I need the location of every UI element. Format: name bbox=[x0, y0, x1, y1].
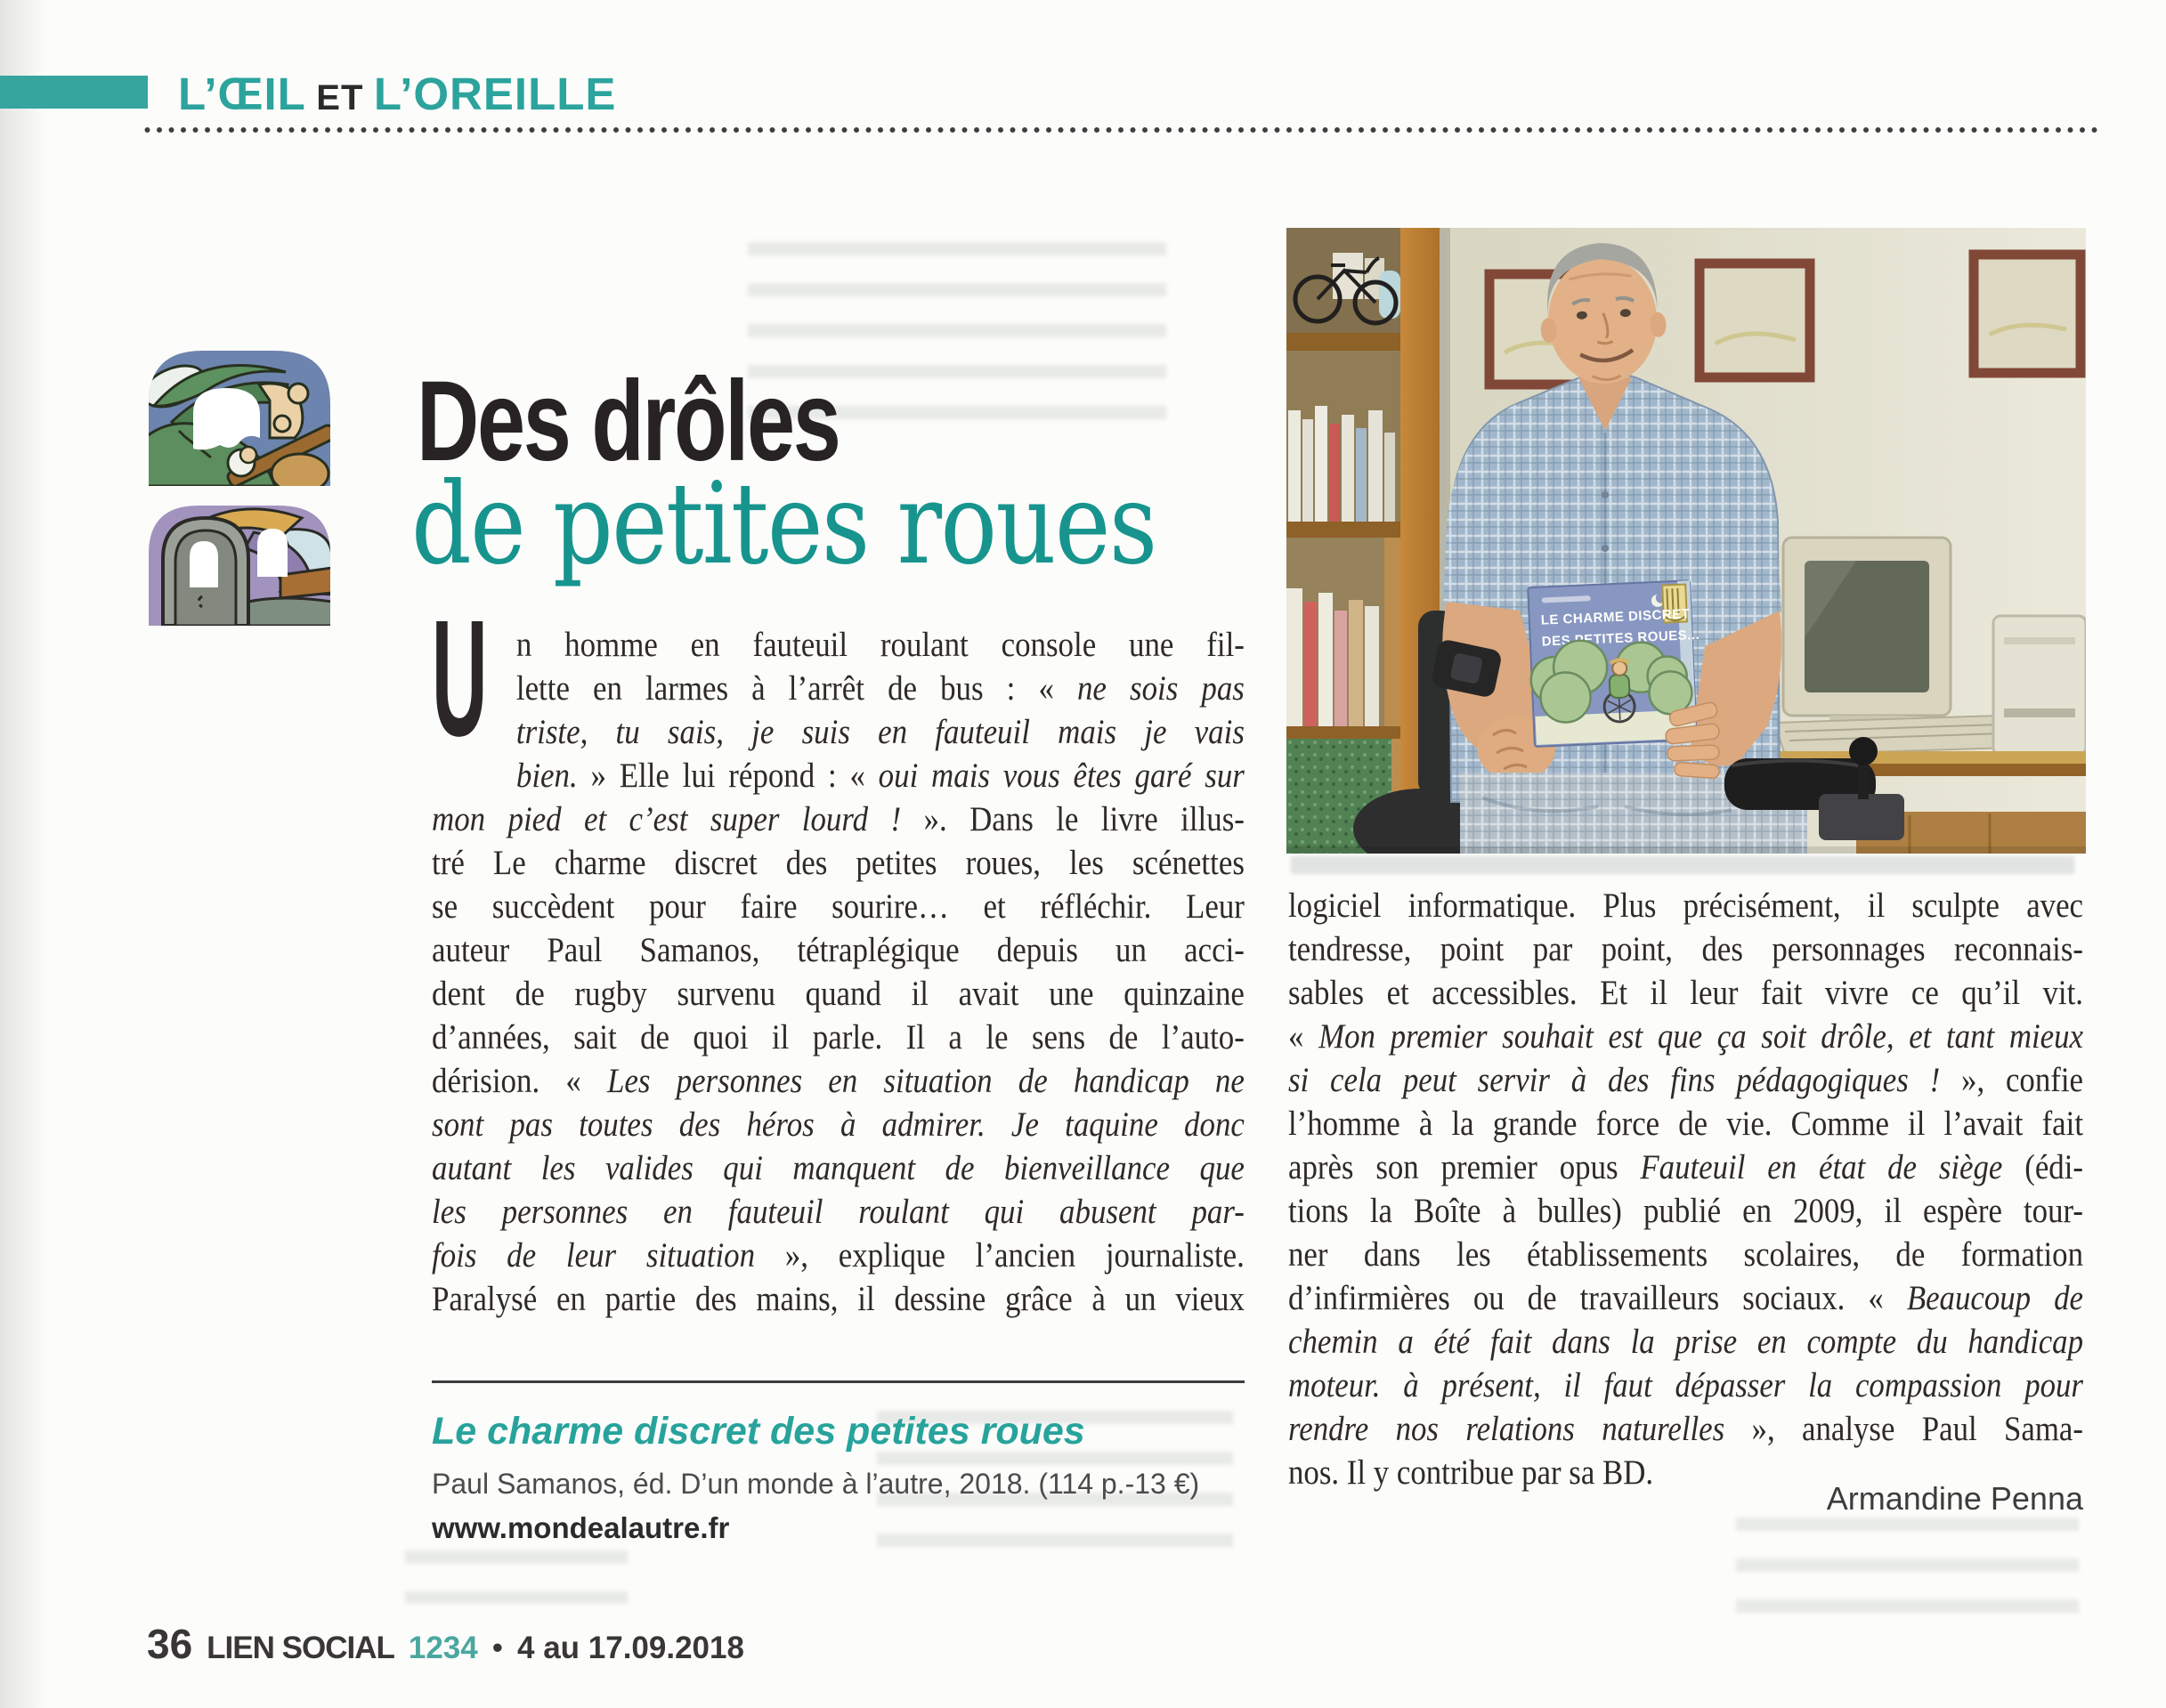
bleed-through-ghost bbox=[405, 1550, 628, 1604]
article-right-lines bbox=[1288, 884, 2083, 1494]
body-line: Paralysé en partie des mains, il dessine grâce à un vieux bbox=[432, 1280, 1245, 1318]
scan-edge-shadow bbox=[0, 0, 46, 1708]
magazine-name: LIEN SOCIAL bbox=[207, 1631, 394, 1665]
article-column-right bbox=[1288, 884, 2083, 1494]
dotted-rule bbox=[144, 126, 2103, 134]
body-line: sont pas toutes des héros à admirer. Je taquine donc bbox=[432, 1105, 1245, 1144]
bleed-through-ghost bbox=[1291, 856, 2074, 874]
book-details: Paul Samanos, éd. D’un monde à l’autre, 2018. (114 p.-13 €) bbox=[432, 1468, 1200, 1500]
body-line: nos. Il y contribue par sa BD. bbox=[1288, 1453, 1654, 1492]
section-kicker bbox=[178, 68, 616, 120]
byline: Armandine Penna bbox=[1826, 1480, 2083, 1517]
body-line: lette en larmes à l’arrêt de bus : « ne sois pas bbox=[515, 669, 1245, 708]
body-line: triste, tu sais, je suis en fauteuil mais je vais bbox=[515, 713, 1245, 751]
dropcap: U bbox=[432, 587, 488, 771]
body-line: dent de rugby survenu quand il avait une quinzaine bbox=[432, 975, 1245, 1013]
body-line: les personnes en fauteuil roulant qui abusent par- bbox=[432, 1193, 1245, 1231]
body-line: ner dans les établissements scolaires, de formation bbox=[1288, 1235, 2083, 1274]
page-number: 36 bbox=[147, 1621, 193, 1667]
body-line: après son premier opus Fauteuil en état de siège (édi- bbox=[1288, 1148, 2083, 1186]
body-line: autant les valides qui manquent de bienveillance que bbox=[432, 1149, 1245, 1187]
bleed-through-ghost bbox=[1736, 1518, 2079, 1620]
section-color-bar bbox=[0, 76, 148, 109]
body-line: auteur Paul Samanos, tétraplégique depuis un acci- bbox=[432, 931, 1245, 969]
issue-dates: 4 au 17.09.2018 bbox=[517, 1631, 744, 1665]
body-line: sables et accessibles. Et il leur fait vivre ce qu’il vit. bbox=[1288, 974, 2083, 1012]
kicker-word-oeil: L’ŒIL bbox=[178, 69, 306, 119]
body-line: tré Le charme discret des petites roues, les scénettes bbox=[432, 844, 1245, 882]
page-footer bbox=[147, 1620, 744, 1668]
book-reference-box bbox=[432, 1380, 1245, 1545]
kicker-word-oreille: L’OREILLE bbox=[373, 69, 617, 119]
book-box-rule bbox=[432, 1380, 1245, 1383]
body-line: se succèdent pour faire sourire… et réfléchir. Leur bbox=[432, 887, 1245, 926]
body-line: logiciel informatique. Plus précisément, il sculpte avec bbox=[1288, 886, 2083, 925]
article-title-line2: de petites roues bbox=[411, 458, 1156, 589]
bd-rubric-illustration bbox=[147, 349, 332, 626]
bd-tile-top bbox=[147, 349, 332, 493]
issue-number: 1234 bbox=[408, 1631, 478, 1665]
kicker-word-et: ET bbox=[316, 78, 364, 117]
article-title-line1: Des drôles bbox=[417, 358, 840, 485]
footer-bullet: • bbox=[491, 1631, 503, 1665]
article-column-left bbox=[432, 587, 1245, 1321]
photo-paul-samanos bbox=[1286, 228, 2086, 854]
body-line: bien. » Elle lui répond : « oui mais vous êtes garé sur bbox=[515, 757, 1245, 795]
body-line: si cela peut servir à des fins pédagogiques ! », confie bbox=[1288, 1061, 2083, 1099]
body-line: moteur. à présent, il faut dépasser la compassion pour bbox=[1288, 1366, 2083, 1404]
body-line: fois de leur situation », explique l’ancien journaliste. bbox=[432, 1236, 1245, 1275]
body-line: dérision. « Les personnes en situation de handicap ne bbox=[432, 1062, 1245, 1100]
body-line: d’années, sait de quoi il parle. Il a le sens de l’auto- bbox=[432, 1018, 1245, 1056]
bd-tile-bottom bbox=[147, 506, 332, 626]
body-line: l’homme à la grande force de vie. Comme il l’avait fait bbox=[1288, 1105, 2083, 1143]
book-title: Le charme discret des petites roues bbox=[432, 1410, 1085, 1453]
article-left-lines bbox=[432, 587, 1245, 1321]
body-line: mon pied et c’est super lourd ! ». Dans le livre illus- bbox=[432, 800, 1245, 838]
body-line: n homme en fauteuil roulant console une fil- bbox=[515, 626, 1245, 664]
body-line: rendre nos relations naturelles », analyse Paul Sama- bbox=[1288, 1410, 2083, 1448]
body-line: d’infirmières ou de travailleurs sociaux. « Beaucoup de bbox=[1288, 1279, 2083, 1317]
body-line: « Mon premier souhait est que ça soit drôle, et tant mieux bbox=[1288, 1017, 2083, 1056]
book-website: www.mondealautre.fr bbox=[432, 1511, 730, 1544]
body-line: chemin a été fait dans la prise en compte du handicap bbox=[1288, 1323, 2083, 1361]
body-line: tions la Boîte à bulles) publié en 2009, il espère tour- bbox=[1288, 1192, 2083, 1230]
body-line: tendresse, point par point, des personnages reconnais- bbox=[1288, 930, 2083, 968]
